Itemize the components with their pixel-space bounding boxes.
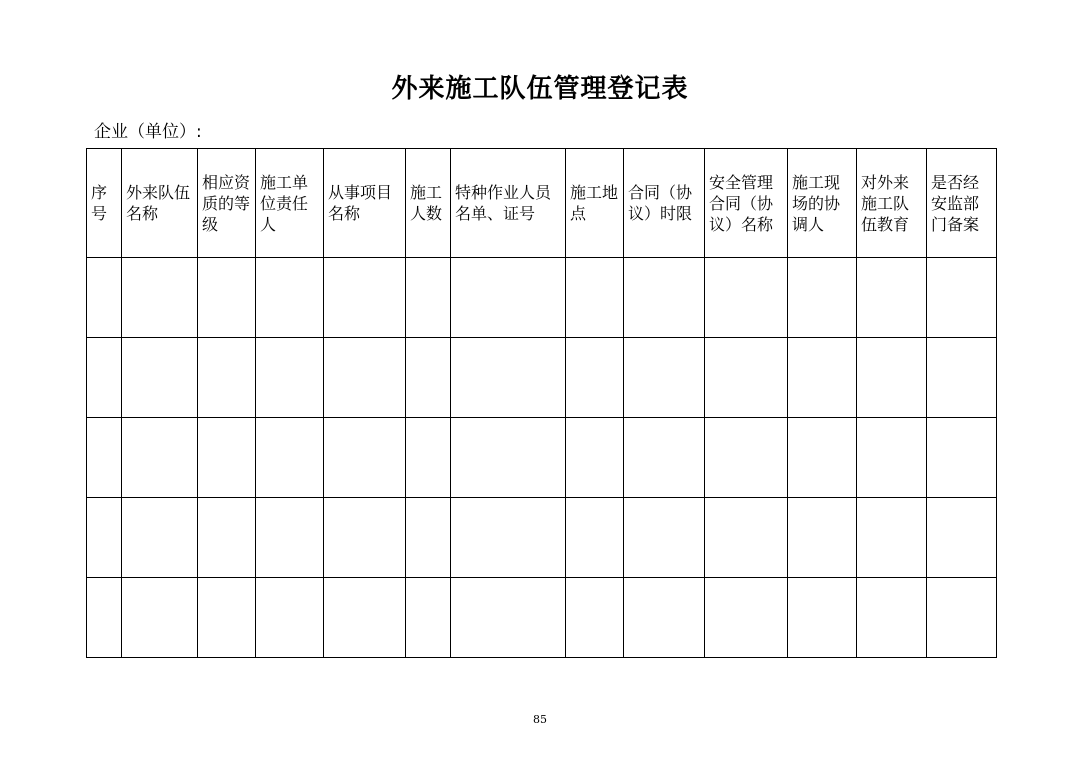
column-header: 外来队伍名称 — [122, 149, 198, 258]
table-cell — [256, 418, 324, 498]
table-cell — [324, 338, 406, 418]
table-cell — [624, 578, 705, 658]
table-cell — [624, 338, 705, 418]
table-cell — [788, 258, 857, 338]
table-cell — [705, 578, 788, 658]
table-cell — [857, 498, 927, 578]
table-cell — [451, 578, 566, 658]
table-cell — [566, 258, 624, 338]
table-cell — [624, 418, 705, 498]
table-cell — [406, 338, 451, 418]
table-body — [87, 258, 997, 658]
table-cell — [451, 418, 566, 498]
table-cell — [566, 498, 624, 578]
table-cell — [705, 258, 788, 338]
column-header: 从事项目名称 — [324, 149, 406, 258]
table-row — [87, 338, 997, 418]
table-cell — [87, 258, 122, 338]
table-cell — [122, 418, 198, 498]
document-title: 外来施工队伍管理登记表 — [391, 74, 689, 104]
table-row — [87, 498, 997, 578]
table-cell — [788, 578, 857, 658]
table-cell — [406, 498, 451, 578]
table-cell — [256, 578, 324, 658]
table-header-row — [87, 149, 997, 258]
column-header: 特种作业人员名单、证号 — [451, 149, 566, 258]
table-cell — [198, 578, 256, 658]
table-cell — [87, 578, 122, 658]
table-cell — [87, 418, 122, 498]
table-cell — [87, 498, 122, 578]
table-cell — [256, 258, 324, 338]
table-cell — [857, 338, 927, 418]
table-cell — [788, 418, 857, 498]
table-cell — [788, 498, 857, 578]
table-row — [87, 578, 997, 658]
organization-label: 企业（单位）: — [94, 122, 202, 142]
table-cell — [566, 418, 624, 498]
table-cell — [927, 338, 997, 418]
column-header: 是否经安监部门备案 — [927, 149, 997, 258]
page-number: 85 — [533, 713, 547, 726]
table-cell — [705, 338, 788, 418]
table-cell — [927, 418, 997, 498]
table-cell — [406, 418, 451, 498]
column-header: 相应资质的等级 — [198, 149, 256, 258]
table-cell — [256, 338, 324, 418]
table-cell — [198, 338, 256, 418]
table-cell — [451, 498, 566, 578]
table-cell — [406, 578, 451, 658]
table-cell — [927, 578, 997, 658]
table-cell — [624, 258, 705, 338]
column-header: 序号 — [87, 149, 122, 258]
table-cell — [122, 578, 198, 658]
table-cell — [451, 338, 566, 418]
table-cell — [122, 338, 198, 418]
table-cell — [198, 498, 256, 578]
column-header: 施工人数 — [406, 149, 451, 258]
table-cell — [324, 498, 406, 578]
column-header: 施工地点 — [566, 149, 624, 258]
table-cell — [324, 418, 406, 498]
registration-table — [86, 148, 997, 658]
column-header: 安全管理合同（协议）名称 — [705, 149, 788, 258]
table-cell — [198, 258, 256, 338]
table-cell — [857, 258, 927, 338]
table-row — [87, 418, 997, 498]
table-cell — [566, 578, 624, 658]
table-cell — [324, 578, 406, 658]
table-cell — [87, 338, 122, 418]
table-cell — [857, 578, 927, 658]
table-cell — [256, 498, 324, 578]
table-row — [87, 258, 997, 338]
column-header: 施工现场的协调人 — [788, 149, 857, 258]
table-cell — [406, 258, 451, 338]
table-cell — [122, 498, 198, 578]
table-cell — [927, 498, 997, 578]
table-cell — [324, 258, 406, 338]
table-cell — [927, 258, 997, 338]
table-cell — [122, 258, 198, 338]
table-cell — [624, 498, 705, 578]
table-cell — [451, 258, 566, 338]
table-cell — [566, 338, 624, 418]
column-header: 合同（协议）时限 — [624, 149, 705, 258]
column-header: 施工单位责任人 — [256, 149, 324, 258]
table-cell — [198, 418, 256, 498]
column-header: 对外来施工队伍教育 — [857, 149, 927, 258]
table-cell — [705, 418, 788, 498]
table-cell — [857, 418, 927, 498]
table-cell — [705, 498, 788, 578]
table-cell — [788, 338, 857, 418]
